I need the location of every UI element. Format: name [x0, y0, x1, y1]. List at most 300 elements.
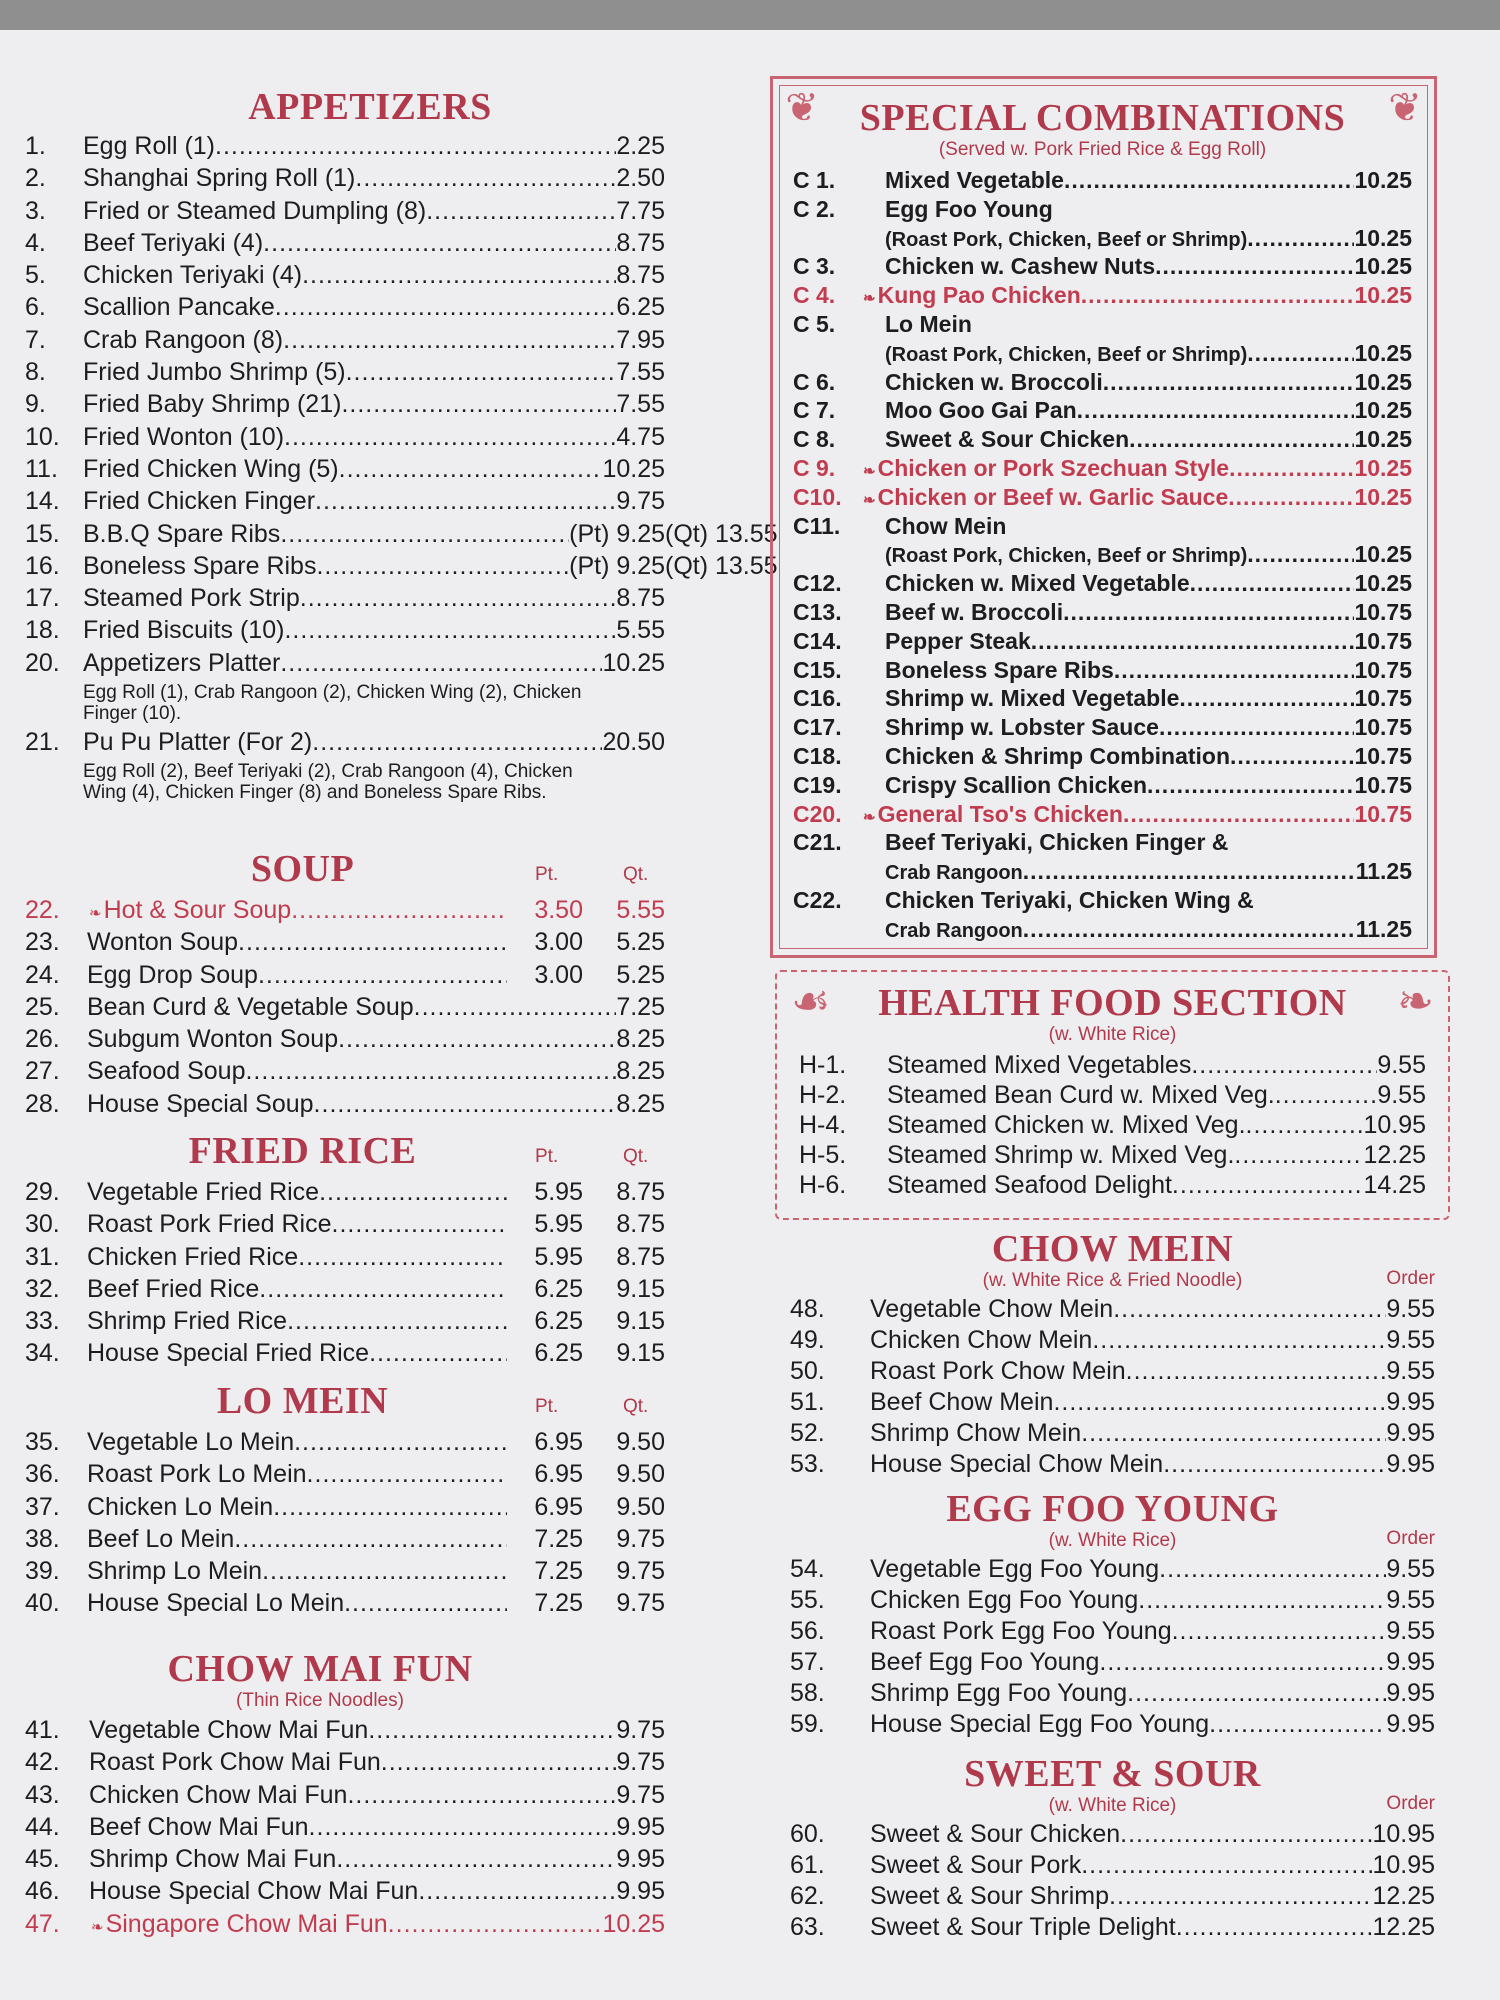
item-price: 10.25 [1354, 339, 1412, 366]
item-name: Vegetable Egg Foo Young [870, 1555, 1160, 1583]
qt-header: Qt. [623, 1396, 649, 1417]
menu-item [25, 1879, 665, 1911]
item-name: Chicken w. Broccoli [885, 368, 1103, 395]
menu-item [25, 1180, 665, 1212]
item-price: 5.55 [616, 616, 665, 645]
leader-dots [309, 1815, 617, 1840]
menu-item-detail [793, 860, 1412, 889]
menu-item [25, 1242, 665, 1277]
menu-item [793, 687, 1412, 716]
item-price: 9.55 [1386, 1357, 1435, 1385]
item-name: Shrimp Chow Mai Fun [89, 1845, 337, 1874]
leader-dots [1023, 918, 1356, 941]
item-name: Lo Mein [885, 310, 972, 337]
leader-dots [1247, 342, 1354, 365]
sweet-sour-list [790, 1822, 1435, 1946]
leader-dots [1063, 601, 1354, 624]
menu-item [25, 586, 665, 618]
section-title: CHOW MEIN [991, 1228, 1234, 1270]
item-number: 35. [25, 1428, 60, 1456]
item-number: 38. [25, 1524, 60, 1553]
item-name: Shrimp Chow Mein [870, 1419, 1082, 1447]
menu-item [793, 169, 1412, 198]
menu-item [799, 1173, 1426, 1203]
menu-item [799, 1053, 1426, 1083]
chili-pepper-icon: ❧ [863, 290, 876, 308]
menu-item [793, 800, 1412, 832]
item-name: Shrimp w. Lobster Sauce [885, 714, 1159, 741]
item-name: Egg Roll (1) [83, 132, 215, 160]
dancing-couple-icon: ❧ [1397, 977, 1434, 1026]
item-name: Pu Pu Platter (For 2) [83, 728, 313, 757]
menu-item [25, 263, 665, 295]
item-name: Bean Curd & Vegetable Soup [87, 992, 414, 1021]
health-food-list [799, 1053, 1426, 1203]
dancing-couple-icon: ☙ [791, 977, 831, 1026]
price-quart: 9.15 [616, 1307, 665, 1336]
menu-item [790, 1359, 1435, 1390]
leader-dots [1230, 745, 1354, 768]
item-name: Chow Mein [885, 512, 1007, 539]
item-number: 24. [25, 960, 60, 989]
leader-dots [1275, 1083, 1378, 1108]
item-name: Chicken & Shrimp Combination [885, 742, 1231, 769]
menu-item [799, 1083, 1426, 1113]
menu-item [790, 1884, 1435, 1915]
item-number: C 3. [793, 253, 836, 280]
item-name: Egg Foo Young [885, 195, 1053, 222]
item-name: Roast Pork Egg Foo Young [870, 1617, 1172, 1645]
pt-header: Pt. [535, 864, 559, 885]
leader-dots [1234, 1143, 1363, 1168]
chili-pepper-icon: ❧ [89, 905, 102, 922]
item-name: Beef Chow Mai Fun [89, 1812, 309, 1841]
item-number: 31. [25, 1242, 60, 1271]
item-name: Scallion Pancake [83, 293, 275, 322]
item-name: Shrimp Egg Foo Young [870, 1679, 1128, 1707]
item-number: 34. [25, 1339, 60, 1368]
leader-dots [1092, 1328, 1386, 1353]
section-subtitle: (w. White Rice & Fried Noodle) [982, 1270, 1243, 1291]
item-price: 20.50 [602, 728, 665, 757]
item-name: Shrimp w. Mixed Vegetable [885, 685, 1180, 712]
pt-header: Pt. [535, 1396, 559, 1417]
menu-item [790, 1915, 1435, 1946]
item-price: 7.75 [616, 196, 665, 225]
item-name: Chicken w. Cashew Nuts [885, 253, 1156, 280]
leader-dots [315, 489, 616, 514]
leader-dots [1064, 169, 1354, 192]
leader-dots [1031, 630, 1355, 653]
leader-dots [287, 1309, 507, 1334]
item-price: 10.25 [1354, 253, 1412, 280]
item-name: Vegetable Lo Mein [87, 1428, 295, 1456]
leader-dots [245, 1059, 616, 1084]
price-pint: 3.00 [534, 928, 583, 957]
menu-item [25, 360, 665, 392]
leader-dots [1246, 1113, 1364, 1138]
leader-dots [1172, 1619, 1387, 1644]
item-number: C11. [793, 512, 841, 539]
price-quart: 9.75 [616, 1589, 665, 1618]
item-number: 8. [25, 358, 46, 387]
leader-dots [262, 1559, 507, 1584]
item-price: 10.25 [1354, 282, 1412, 309]
menu-item [25, 228, 665, 263]
item-number: 44. [25, 1812, 60, 1841]
item-number: 7. [25, 325, 46, 354]
item-price: 8.75 [616, 228, 665, 257]
item-price: 9.95 [1386, 1710, 1435, 1738]
price-pint: 5.95 [534, 1242, 583, 1271]
item-number: 36. [25, 1460, 60, 1489]
leader-dots [388, 1912, 603, 1937]
item-price: 8.25 [616, 1057, 665, 1086]
leader-dots [1159, 1557, 1386, 1582]
menu-item [790, 1390, 1435, 1421]
price-quart: 9.15 [616, 1339, 665, 1368]
item-name: Vegetable Chow Mai Fun [89, 1716, 369, 1744]
item-number: C17. [793, 714, 842, 741]
menu-item-detail [793, 339, 1412, 371]
item-price: 10.75 [1354, 714, 1412, 741]
price-pint: 6.25 [534, 1307, 583, 1336]
leader-dots [1147, 774, 1354, 797]
soup-list [25, 898, 665, 1124]
item-name: Sweet & Sour Triple Delight [870, 1913, 1176, 1941]
item-name: Chicken Teriyaki, Chicken Wing & [885, 886, 1254, 913]
item-name: Fried Jumbo Shrimp (5) [83, 358, 346, 387]
item-price: 10.25 [1354, 570, 1412, 597]
menu-item [793, 627, 1412, 659]
leader-dots [414, 995, 617, 1020]
item-number: 58. [790, 1679, 825, 1707]
menu-item [25, 930, 665, 962]
item-name: General Tso's Chicken [877, 800, 1123, 827]
item-number: C 6. [793, 368, 836, 395]
item-name: Chicken Teriyaki (4) [83, 261, 303, 290]
leader-dots [1081, 1853, 1372, 1878]
item-number: 27. [25, 1057, 60, 1086]
price-pint: 7.25 [534, 1589, 583, 1618]
item-number: 43. [25, 1780, 60, 1809]
menu-item [793, 742, 1412, 774]
menu-item [793, 771, 1412, 803]
price-pint: 6.25 [534, 1339, 583, 1368]
section-health-food [799, 984, 1426, 1203]
item-price: 8.25 [616, 1025, 665, 1054]
menu-item [25, 1309, 665, 1341]
item-number: C13. [793, 598, 842, 625]
item-name: Steamed Chicken w. Mixed Veg. [887, 1111, 1246, 1139]
item-price: 8.25 [616, 1089, 665, 1118]
leader-dots [300, 586, 617, 611]
leader-dots [238, 930, 507, 955]
item-price: 9.55 [1386, 1555, 1435, 1583]
section-subtitle: (w. White Rice) [1048, 1530, 1177, 1551]
leader-dots [319, 1180, 507, 1205]
item-name: House Special Chow Mai Fun [89, 1877, 419, 1906]
leader-dots [298, 1245, 507, 1270]
appetizers-list [25, 132, 778, 803]
item-name: Boneless Spare Ribs [885, 656, 1114, 683]
menu-item [25, 1750, 665, 1782]
item-number: 45. [25, 1845, 60, 1874]
item-number: 41. [25, 1716, 60, 1744]
floral-corner-icon: ❦ [1388, 86, 1422, 130]
order-header: Order [1386, 1528, 1435, 1549]
section-subtitle: (w. White Rice) [1048, 1024, 1177, 1045]
item-name: Crispy Scallion Chicken [885, 771, 1148, 798]
item-number: 53. [790, 1450, 825, 1478]
item-number: 14. [25, 487, 60, 516]
item-price: 9.75 [616, 1716, 665, 1744]
leader-dots [1191, 1053, 1377, 1078]
menu-item [790, 1822, 1435, 1853]
item-name: Egg Drop Soup [87, 960, 258, 989]
item-price: 12.25 [1363, 1141, 1426, 1169]
item-price: 9.95 [1386, 1388, 1435, 1416]
price-quart: 8.75 [616, 1210, 665, 1239]
menu-item [793, 428, 1412, 457]
leader-dots [1209, 1712, 1386, 1737]
item-name: Beef Lo Mein [87, 1524, 235, 1553]
item-name: Vegetable Chow Mein [870, 1295, 1114, 1323]
item-name: Hot & Sour Soup [103, 896, 292, 924]
menu-item [25, 454, 665, 489]
item-number: 51. [790, 1388, 825, 1416]
menu-item [793, 886, 1412, 918]
item-price: 10.25 [1354, 541, 1412, 568]
item-name: Kung Pao Chicken [877, 282, 1081, 309]
price-pint: (Pt) 9.25 [569, 551, 665, 580]
menu-item [793, 512, 1412, 544]
menu-item [25, 648, 665, 683]
item-number: C12. [793, 570, 842, 597]
leader-dots [280, 651, 602, 676]
item-name: Fried Chicken Wing (5) [83, 454, 339, 483]
menu-page [0, 30, 1500, 2000]
item-number: 9. [25, 390, 46, 419]
leader-dots [1123, 803, 1355, 826]
menu-item [790, 1650, 1435, 1681]
section-soup [25, 850, 665, 1124]
item-price: 10.95 [1363, 1111, 1426, 1139]
item-name: Crab Rangoon (8) [83, 325, 284, 354]
price-pint: 3.50 [534, 896, 583, 924]
item-name: Beef Fried Rice [87, 1274, 260, 1303]
item-price: 9.55 [1386, 1326, 1435, 1354]
qt-header: Qt. [623, 864, 649, 885]
section-subtitle: (Served w. Pork Fried Rice & Egg Roll) [938, 139, 1267, 160]
price-pint: 7.25 [534, 1524, 583, 1553]
item-price: 8.75 [616, 261, 665, 290]
item-name: Sweet & Sour Chicken [870, 1820, 1121, 1848]
leader-dots [275, 295, 617, 320]
leader-dots [1103, 371, 1355, 394]
item-price: 9.95 [616, 1845, 665, 1874]
leader-dots [314, 1092, 617, 1117]
menu-item [790, 1452, 1435, 1483]
item-number: C14. [793, 627, 842, 654]
chili-pepper-icon: ❧ [91, 1918, 104, 1936]
item-number: C19. [793, 771, 842, 798]
item-detail: Crab Rangoon [885, 919, 1023, 942]
section-sweet-sour [790, 1755, 1435, 1946]
item-number: 50. [790, 1357, 825, 1385]
leader-dots [1138, 1588, 1386, 1613]
item-price: 9.55 [1386, 1586, 1435, 1614]
menu-item [25, 1089, 665, 1124]
item-price: 10.75 [1354, 656, 1412, 683]
leader-dots [215, 134, 616, 159]
item-price: 7.95 [616, 325, 665, 354]
menu-item [799, 1143, 1426, 1173]
menu-item [25, 1492, 665, 1527]
leader-dots [426, 199, 616, 224]
section-title: HEALTH FOOD SECTION [878, 982, 1347, 1024]
item-description: Egg Roll (1), Crab Rangoon (2), Chicken Wing (2), Chicken Finger (10). [83, 682, 582, 724]
item-name: Fried or Steamed Dumpling (8) [83, 196, 427, 225]
item-price: 10.25 [602, 648, 665, 677]
item-price: 10.75 [1354, 627, 1412, 654]
item-number: H-5. [799, 1141, 847, 1169]
menu-item [790, 1712, 1435, 1743]
menu-item [25, 1341, 665, 1373]
leader-dots [258, 963, 507, 988]
menu-item [25, 1027, 665, 1059]
item-name: House Special Chow Mein [870, 1450, 1164, 1478]
section-chow-mai-fun [25, 1650, 665, 1944]
menu-item [790, 1681, 1435, 1712]
item-number: 15. [25, 519, 60, 548]
item-name: Chicken or Pork Szechuan Style [877, 454, 1230, 481]
item-name: Chicken Fried Rice [87, 1242, 299, 1271]
item-number: 63. [790, 1913, 825, 1941]
menu-item [793, 310, 1412, 342]
leader-dots [339, 457, 603, 482]
menu-item [793, 399, 1412, 428]
menu-item [790, 1588, 1435, 1619]
item-name: Roast Pork Chow Mein [870, 1357, 1126, 1385]
leader-dots [273, 1495, 507, 1520]
leader-dots [1228, 486, 1354, 509]
item-number: 28. [25, 1089, 60, 1118]
item-price: 12.25 [1372, 1882, 1435, 1910]
price-pint: 3.00 [534, 960, 583, 989]
item-number: 33. [25, 1307, 60, 1336]
item-price: 10.75 [1354, 598, 1412, 625]
item-number: 23. [25, 928, 60, 957]
menu-item [25, 295, 665, 327]
item-number: 11. [25, 454, 58, 483]
egg-foo-young-list [790, 1557, 1435, 1743]
leader-dots [369, 1341, 507, 1366]
item-name: Roast Pork Chow Mai Fun [89, 1748, 381, 1777]
item-number: 5. [25, 261, 46, 290]
item-name: Wonton Soup [87, 928, 239, 957]
section-subtitle: (w. White Rice) [1048, 1795, 1177, 1816]
price-quart: 5.25 [616, 960, 665, 989]
leader-dots [294, 1430, 507, 1455]
item-number: C22. [793, 886, 842, 913]
item-number: C20. [793, 800, 842, 827]
item-price: 9.55 [1386, 1617, 1435, 1645]
price-pint: 5.95 [534, 1178, 583, 1206]
item-price: 9.55 [1377, 1051, 1426, 1079]
menu-item-detail [793, 224, 1412, 256]
item-number: 39. [25, 1557, 60, 1586]
item-price: 9.95 [1386, 1648, 1435, 1676]
leader-dots [283, 328, 616, 353]
item-number: C16. [793, 685, 842, 712]
item-price: 12.25 [1372, 1913, 1435, 1941]
menu-item [25, 898, 665, 930]
section-title: FRIED RICE [188, 1130, 417, 1172]
item-number: 26. [25, 1025, 60, 1054]
item-number: 46. [25, 1877, 60, 1906]
health-food-box [775, 970, 1450, 1220]
item-price: 4.75 [616, 422, 665, 451]
leader-dots [234, 1527, 507, 1552]
menu-item [25, 1212, 665, 1244]
item-number: 22. [25, 896, 60, 924]
item-number: 54. [790, 1555, 825, 1583]
item-detail: (Roast Pork, Chicken, Beef or Shrimp) [885, 228, 1248, 251]
item-name: Beef Chow Mein [870, 1388, 1054, 1416]
item-number: 2. [25, 164, 46, 193]
item-name: Steamed Seafood Delight [887, 1171, 1172, 1199]
leader-dots [1229, 457, 1354, 480]
section-chow-mein [790, 1230, 1435, 1483]
item-price: 9.95 [616, 1877, 665, 1906]
item-number: 59. [790, 1710, 825, 1738]
item-number: C 8. [793, 426, 836, 453]
item-number: H-4. [799, 1111, 847, 1139]
item-price: 7.55 [616, 390, 665, 419]
menu-item [25, 960, 665, 995]
item-name: Beef Teriyaki (4) [83, 228, 264, 257]
item-name: Steamed Bean Curd w. Mixed Veg. [887, 1081, 1275, 1109]
item-name: Sweet & Sour Chicken [885, 426, 1130, 453]
lo-mein-list [25, 1430, 665, 1624]
item-price: 10.75 [1354, 742, 1412, 769]
item-name: Chicken Egg Foo Young [870, 1586, 1139, 1614]
item-number: 6. [25, 293, 46, 322]
item-number: 3. [25, 196, 46, 225]
price-quart: 8.75 [616, 1178, 665, 1206]
leader-dots [355, 166, 616, 191]
menu-item [790, 1557, 1435, 1588]
item-price: 8.75 [616, 584, 665, 613]
item-name: Mixed Vegetable [885, 167, 1064, 193]
item-name: Shanghai Spring Roll (1) [83, 164, 356, 193]
item-price: 9.75 [616, 1780, 665, 1809]
item-name: House Special Fried Rice [87, 1339, 370, 1368]
price-pint: 6.95 [534, 1428, 583, 1456]
item-number: 40. [25, 1589, 60, 1618]
item-name: Seafood Soup [87, 1057, 246, 1086]
menu-item [25, 134, 665, 166]
section-fried-rice [25, 1132, 665, 1374]
menu-item [25, 1274, 665, 1309]
item-price: 9.75 [616, 1748, 665, 1777]
leader-dots [1081, 1421, 1386, 1446]
item-number: 62. [790, 1882, 825, 1910]
item-name: Shrimp Fried Rice [87, 1307, 288, 1336]
price-pint: 5.95 [534, 1210, 583, 1239]
item-name: Appetizers Platter [83, 648, 281, 677]
